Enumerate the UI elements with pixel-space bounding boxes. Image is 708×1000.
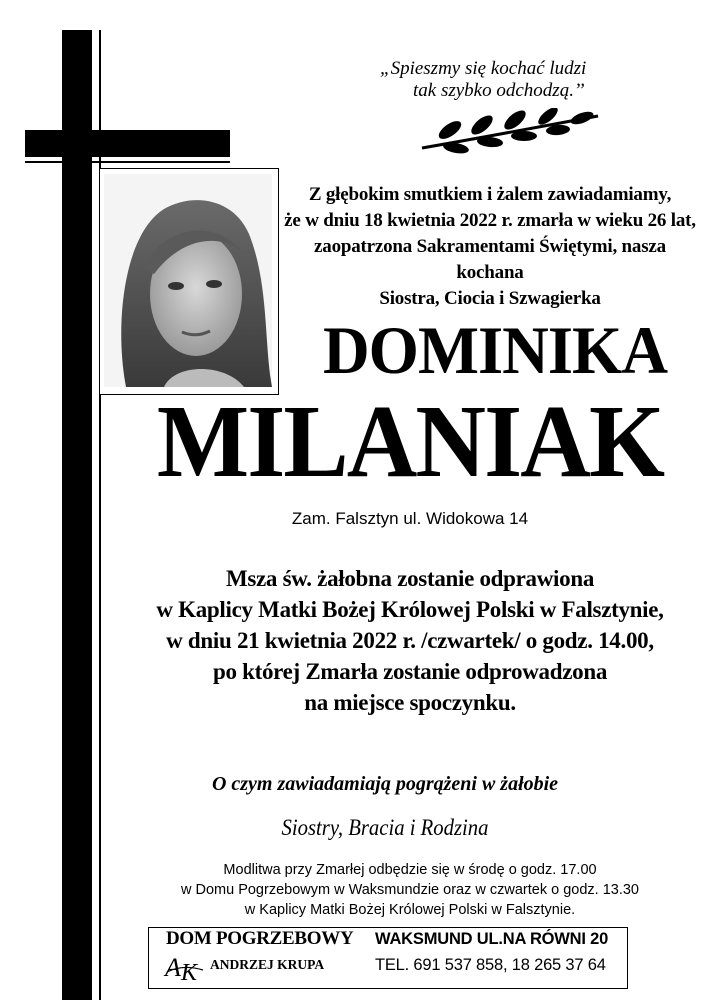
- svg-text:A: A: [165, 953, 181, 982]
- mass-line: na miejsce spoczynku.: [304, 690, 516, 715]
- quote-line-2: tak szybko odchodzą.’’: [413, 80, 585, 101]
- funeral-home-address: WAKSMUND UL.NA RÓWNI 20: [375, 930, 609, 948]
- intro-line: Siostra, Ciocia i Szwagierka: [379, 288, 601, 309]
- deceased-last-name: MILANIAK: [156, 384, 664, 499]
- funeral-home-logo-icon: [163, 950, 207, 984]
- intro-line: Z głębokim smutkiem i żalem zawiadamiamy,: [308, 184, 672, 205]
- cross-outline-horizontal: [25, 161, 230, 163]
- announcement-intro: [280, 182, 700, 312]
- funeral-home-title: DOM POGRZEBOWY: [166, 928, 354, 949]
- mass-line: Msza św. żałobna zostanie odprawiona: [225, 566, 595, 591]
- intro-line: zaopatrzona Sakramentami Świętymi, nasza kochana: [314, 236, 666, 283]
- funeral-home-phone: TEL. 691 537 858, 18 265 37 64: [375, 956, 606, 974]
- funeral-mass-info: [110, 563, 708, 718]
- mourners-family: Siostry, Bracia i Rodzina: [281, 815, 489, 840]
- mourners-inform: O czym zawiadamiają pogrążeni w żałobie: [211, 773, 559, 795]
- quote: [380, 58, 620, 102]
- prayer-line: Modlitwa przy Zmarłej odbędzie się w środę o godz. 17.00: [223, 862, 597, 878]
- mass-line: po której Zmarła zostanie odprowadzona: [212, 659, 608, 684]
- mass-line: w dniu 21 kwietnia 2022 r. /czwartek/ o godz. 14.00,: [166, 628, 654, 653]
- prayer-line: w Domu Pogrzebowym w Waksmundzie oraz w czwartek o godz. 13.30: [180, 882, 639, 898]
- deceased-first-name: DOMINIKA: [322, 312, 668, 388]
- prayer-info: [130, 860, 690, 920]
- portrait-photo: [104, 174, 272, 387]
- svg-text:K: K: [181, 960, 198, 984]
- prayer-line: w Kaplicy Matki Bożej Królowej Polski w Falsztynie.: [244, 902, 576, 918]
- mass-line: w Kaplicy Matki Bożej Królowej Polski w Falsztynie,: [156, 597, 664, 622]
- quote-line-1: „Spieszmy się kochać ludzi: [380, 58, 587, 79]
- funeral-home-owner: ANDRZEJ KRUPA: [210, 957, 325, 972]
- cross-vertical-beam: [62, 30, 92, 1000]
- intro-line: że w dniu 18 kwietnia 2022 r. zmarła w wieku 26 lat,: [284, 210, 696, 231]
- cross-horizontal-beam: [25, 130, 230, 157]
- leaf-branch-icon: [420, 108, 600, 154]
- deceased-address: Zam. Falsztyn ul. Widokowa 14: [291, 509, 529, 528]
